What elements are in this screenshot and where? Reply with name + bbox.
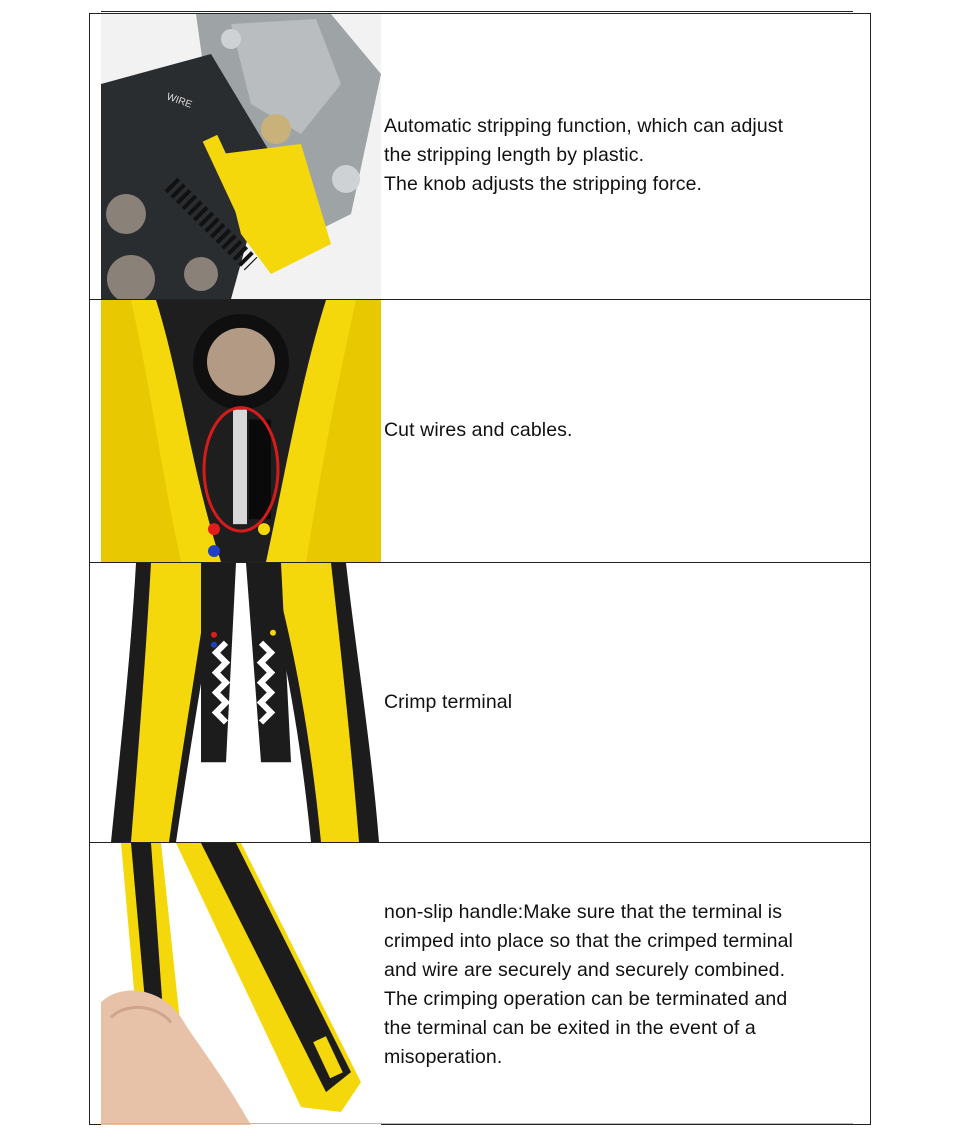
crimp-jaws-photo [101,563,381,842]
top-rule [101,11,853,12]
cutter-closeup-photo [101,300,381,562]
feature-row-handle [90,842,870,1125]
feature-description: Automatic stripping function, which can adjust the stripping length by plastic. The knob adjusts the stripping force. [384,115,784,195]
feature-description: non-slip handle:Make sure that the terminal is crimped into place so that the crimped terminal and wire are securely and securely combined. The crimping operation can be terminated and the terminal can be exited in the event of a misoperation. [384,901,793,1068]
wire-stripper-head-photo [101,14,381,299]
bottom-rule [101,1123,853,1124]
feature-description: Cut wires and cables. [384,419,573,441]
feature-row-crimping [90,562,870,842]
feature-row-stripping [90,14,870,299]
feature-table [89,13,871,1125]
feature-row-cutting [90,299,870,562]
svg-text:WIRE: WIRE [164,91,194,111]
non-slip-handle-photo [101,843,381,1125]
feature-description: Crimp terminal [384,691,513,713]
